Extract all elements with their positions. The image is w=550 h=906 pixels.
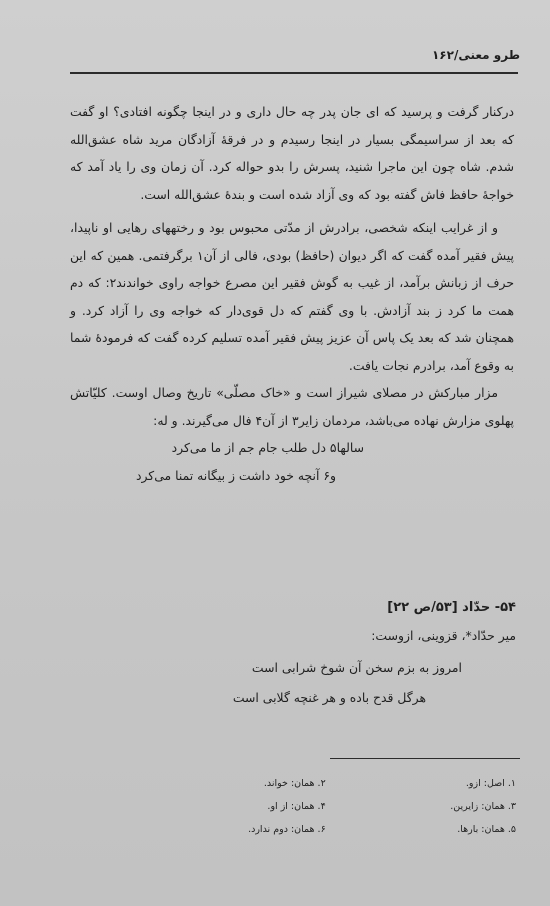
paragraph-1: درکنار گرفت و پرسید که ای جان پدر چه حال داری و در اینجا چگونه افتادی؟ او گفت که بعد از سراسیمگی بسیار در اینجا رسیدم و در فرقهٔ آزادگان مرید شاه عشق‌الله شدم. شاه چون این ماجرا شنید، پسرش را بدو حواله کرد. آن زمان وی را یاد آمد که خواجهٔ حافظ فاش گفته بود که وی آزاد شده است و بندهٔ عشق‌الله است. <box>70 104 514 202</box>
footnote-5: ۵. همان: بارها. <box>457 824 516 835</box>
footnote-1: ۱. اصل: ازو. <box>465 778 516 789</box>
header-rule <box>70 72 518 74</box>
main-text <box>70 98 514 489</box>
section-verse-1: امروز به بزم سخن آن شوخ شرابی است <box>251 660 462 675</box>
footnotes <box>150 772 516 841</box>
section-heading: ۵۴- حدّاد [۵۳/ص ۲۲] <box>387 600 516 615</box>
footnote-3: ۳. همان: زایرین. <box>450 801 516 812</box>
running-head: طرو معنی/۱۶۲ <box>431 48 520 62</box>
section-intro: میر حدّاد*، قزوینی، ازوست: <box>371 628 516 643</box>
verse-line-1: سالها۵ دل طلب جام جم از ما می‌کرد <box>171 440 364 455</box>
paragraph-2: و از غرایب اینکه شخصی، برادرش از مدّتی محبوس بود و رختههای رهایی او ناپیدا، پیش فقیر آمده گفت که اگر دیوان (حافظ) بودی، فالی از آن۱ برگرفتمی. همین که این حرف از زبانش برآمد، از غیب به گوش فقیر این مصرع خواجه راوی خواندند۲: که دم همت ما کرد ز بند آزادش. با وی گفتم که دل قوی‌دار که خواجه وی را آزاد کرد. و همچنان شد که بعد یک پاس آن عزیز پیش فقیر آمده تسلیم کرده گفت که فرمودهٔ شما به وقوع آمد، برادرم نجات یافت. <box>70 220 514 373</box>
footnote-2: ۲. همان: خواند. <box>263 778 326 789</box>
paragraph-3: مزار مبارکش در مصلای شیراز است و «خاک مصلّی» تاریخ وصال اوست. کلیّاتش پهلوی مزارش نهاده می‌باشد، مردمان زایر۳ از آن۴ فال می‌گیرند. و له: <box>70 385 514 428</box>
verse-line-2: و۶ آنچه خود داشت ز بیگانه تمنا می‌کرد <box>135 467 336 483</box>
footnote-rule <box>330 758 520 759</box>
footnote-6: ۶. همان: دوم ندارد. <box>248 824 326 835</box>
footnote-4: ۴. همان: از او. <box>267 801 326 812</box>
section-verse-2: هرگل قدح باده و هر غنچه گلابی است <box>232 690 426 705</box>
